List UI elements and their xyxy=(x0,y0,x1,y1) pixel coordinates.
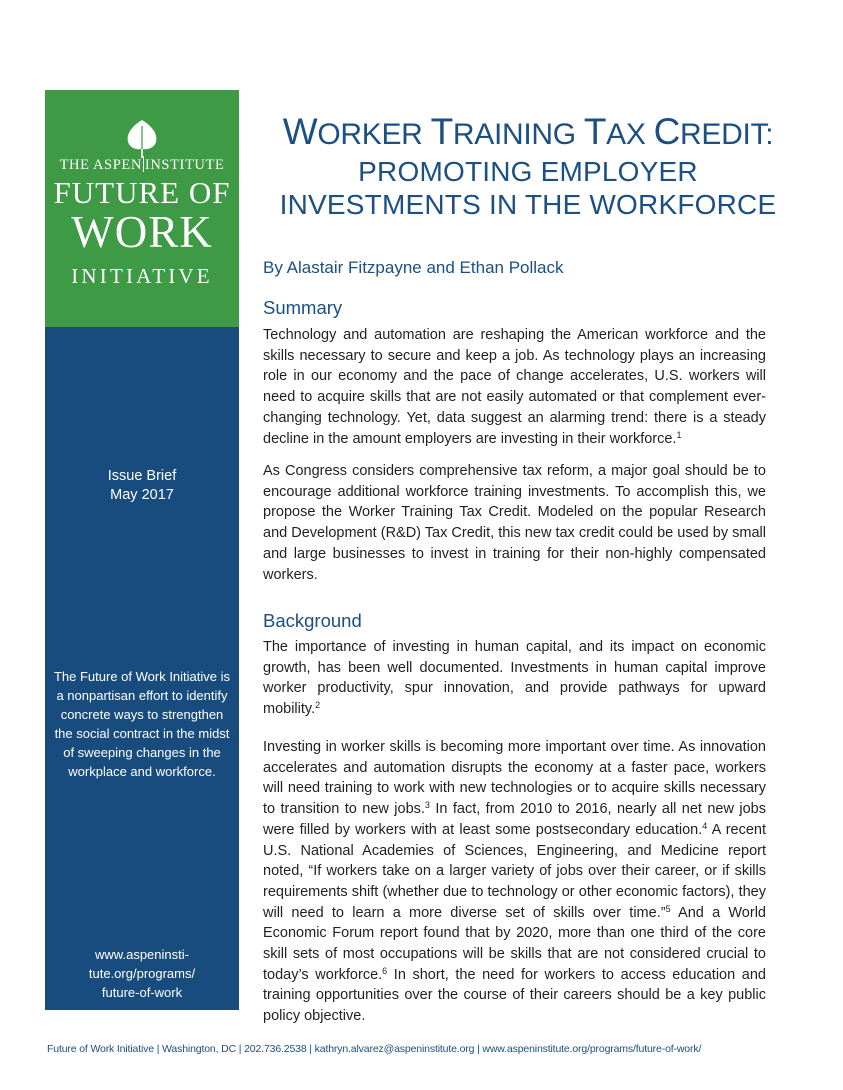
page-title xyxy=(258,112,798,221)
institute-name: THE ASPEN INSTITUTE xyxy=(59,157,225,173)
initiative-description: The Future of Work Initiative is a nonpartisan effort to identify concrete ways to strengthen the social contract in the midst of sweeping changes in the workplace and workforce. xyxy=(53,669,231,779)
title-line-3: INVESTMENTS IN THE WORKFORCE xyxy=(279,189,777,220)
footnote-ref[interactable]: 3 xyxy=(424,800,430,811)
sidebar-info-panel xyxy=(45,327,239,1010)
footnote-ref[interactable]: 1 xyxy=(676,429,682,440)
logo-initiative: INITIATIVE xyxy=(71,264,213,288)
byline: By Alastair Fitzpayne and Ethan Pollack xyxy=(263,258,564,277)
doc-type: Issue Brief xyxy=(107,468,177,484)
aspen-leaf-icon xyxy=(124,118,160,158)
footnote-ref[interactable]: 5 xyxy=(665,903,671,914)
url-line-3: future-of-work xyxy=(101,985,183,1000)
footnote-ref[interactable]: 2 xyxy=(315,700,321,711)
logo-future-of: FUTURE OF xyxy=(53,175,231,210)
title-line-2: PROMOTING EMPLOYER xyxy=(358,156,698,187)
summary-heading: Summary xyxy=(263,297,343,318)
summary-paragraph-1: Technology and automation are reshaping the American workforce and the skills necessary to secure and keep a job. As technology plays an increasing role in our economy and the pace of change accelerates, U.S. workers will need to acquire skills that are not easily automated or that complement ever-changing technology. Yet, data suggest an alarming trend: there is a steady decline in the amount employers are investing in their workforce.$^1$ xyxy=(263,327,766,447)
leaf-stem-divider xyxy=(143,156,144,172)
logo-work: WORK xyxy=(71,207,213,257)
background-paragraph-2: Investing in worker skills is becoming more important over time. As innovation accelerates and automation disrupts the economy at a faster pace, workers will need training to work with new technologies or to acquire skills necessary to transition to new jobs.$^3$ In fact, from 2010 to 2016, nearly all net new jobs were filled by workers with at least some postsecondary education.$^4$ A recent U.S. National Academies of Sciences, Engineering, and Medicine report noted, “If workers take on a larger variety of jobs over their career, or if skills requirements shift (whether due to technology or other economic factors), they will need to learn a more diverse set of skills over time.”$^5$ And a World Economic Forum report found that by 2020, more than one third of the core skill sets of most occupations will be skills that are not considered crucial to today’s workforce.$^6$ In short, the need for workers to access education and training opportunities over the course of their careers should be a key public policy objective. xyxy=(263,739,767,1025)
issue-brief-label xyxy=(45,467,239,505)
sidebar-logo-panel xyxy=(45,90,239,327)
page-footer: Future of Work Initiative | Washington, DC | 202.736.2538 | kathryn.alvarez@aspeninstitute.org | www.aspeninstitute.org/programs/future-of-work/ xyxy=(47,1043,702,1055)
sidebar-url-link[interactable] xyxy=(45,945,239,1002)
summary-paragraph-2: As Congress considers comprehensive tax reform, a major goal should be to encourage additional workforce training investments. To accomplish this, we propose the Worker Training Tax Credit. Modeled on the popular Research and Development (R&D) Tax Credit, this new tax credit could be used by small and large businesses to invest in training for their non-highly compensated workers. xyxy=(263,463,766,583)
background-paragraph-1: The importance of investing in human capital, and its impact on economic growth, has been well documented. Investments in human capital improve worker productivity, spur innovation, and provide pathways for upward mobility.$^2$ xyxy=(263,639,766,718)
footnote-ref[interactable]: 4 xyxy=(702,820,708,831)
footnote-ref[interactable]: 6 xyxy=(382,965,388,976)
url-line-2: tute.org/programs/ xyxy=(88,966,196,981)
url-line-1: www.aspeninsti- xyxy=(95,947,189,962)
background-heading: Background xyxy=(263,610,362,631)
title-line-1: WORKER TRAINING TAX CREDIT: xyxy=(282,111,774,152)
doc-date: May 2017 xyxy=(110,487,174,503)
